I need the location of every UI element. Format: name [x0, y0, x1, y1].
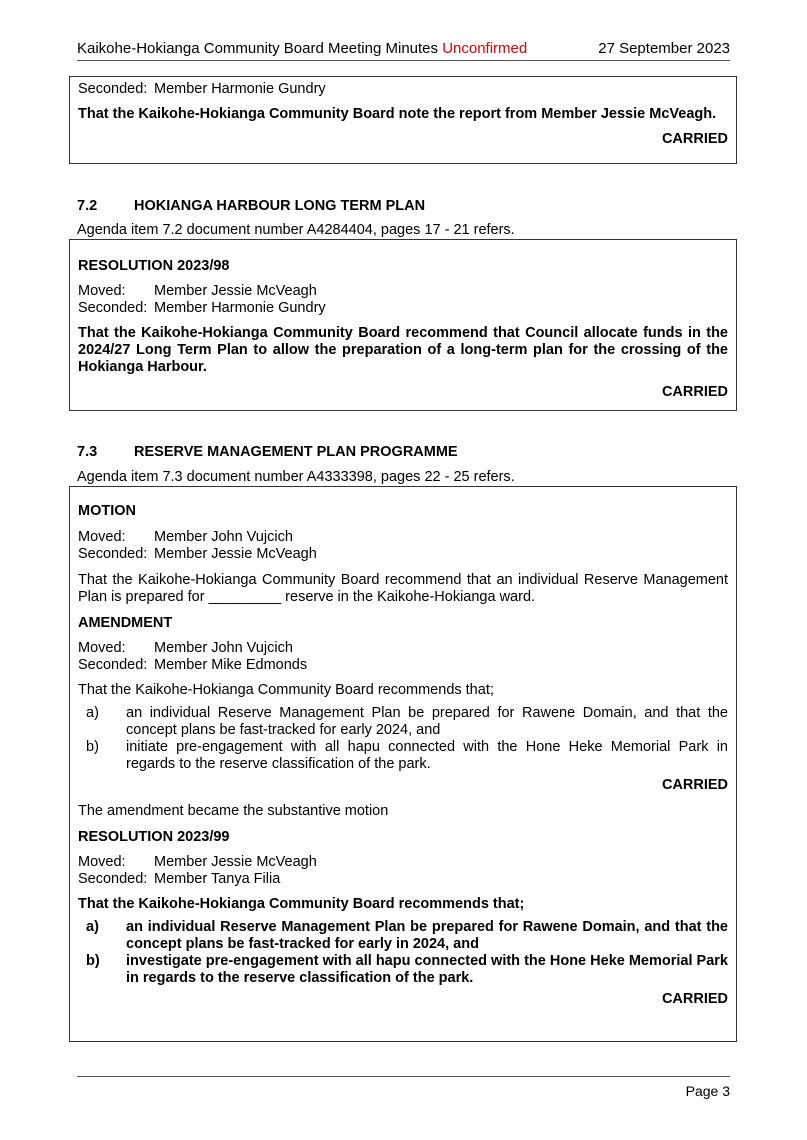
seconded-label: Seconded: [78, 871, 148, 887]
seconded-value: Member Harmonie Gundry [154, 300, 326, 316]
seconded-value: Member Harmonie Gundry [154, 81, 326, 97]
carried-label: CARRIED [661, 777, 728, 793]
substantive-note: The amendment became the substantive motion [78, 803, 389, 819]
page-header [77, 40, 730, 61]
page-footer [77, 1076, 730, 1099]
resolution-intro: That the Kaikohe-Hokianga Community Board recommends that; [78, 896, 525, 912]
list-text: an individual Reserve Management Plan be prepared for Rawene Domain, and that the concept plans be fast-tracked for early 2024, and [126, 705, 728, 738]
seconded-label: Seconded: [78, 300, 148, 316]
header-status: Unconfirmed [442, 40, 528, 57]
resolution-list-item [78, 953, 728, 987]
moved-value: Member Jessie McVeagh [154, 854, 317, 870]
moved-label: Moved: [78, 640, 126, 656]
seconded-label: Seconded: [78, 657, 148, 673]
list-marker: b) [86, 739, 99, 755]
resolution-heading: RESOLUTION 2023/98 [78, 258, 230, 274]
resolution-text: That the Kaikohe-Hokianga Community Board recommend that Council allocate funds in the 2024/27 Long Term Plan to allow the preparation of a long-term plan for the crossing of the Hokianga Harbour. [78, 325, 728, 375]
resolution-box-continued [69, 76, 737, 164]
moved-label: Moved: [78, 854, 126, 870]
resolution-text: That the Kaikohe-Hokianga Community Board note the report from Member Jessie McVeagh. [78, 106, 717, 122]
header-title-main: Kaikohe-Hokianga Community Board Meeting Minutes [77, 40, 439, 57]
seconded-value: Member Tanya Filia [154, 871, 281, 887]
list-text: investigate pre-engagement with all hapu connected with the Hone Heke Memorial Park in regards to the reserve classification of the park. [126, 953, 728, 986]
section-number: 7.3 [77, 444, 98, 460]
page-number: Page 3 [685, 1083, 730, 1099]
resolution-box-7-2 [69, 239, 737, 411]
resolution-box-7-3 [69, 486, 737, 1042]
motion-text: That the Kaikohe-Hokianga Community Board recommend that an individual Reserve Management Plan is prepared for _________ reserve in the Kaikohe-Hokianga ward. [78, 572, 728, 605]
motion-heading: MOTION [78, 503, 136, 519]
seconded-value: Member Jessie McVeagh [154, 546, 317, 562]
agenda-line-7-2: Agenda item 7.2 document number A4284404, pages 17 - 21 refers. [77, 222, 515, 238]
resolution-seconded-row [78, 871, 728, 888]
moved-row [78, 283, 728, 300]
resolution-heading: RESOLUTION 2023/99 [78, 829, 230, 845]
motion-moved-row [78, 529, 728, 546]
moved-label: Moved: [78, 283, 126, 299]
carried-label: CARRIED [661, 384, 728, 400]
list-text: initiate pre-engagement with all hapu connected with the Hone Heke Memorial Park in regards to the reserve classification of the park. [126, 739, 728, 772]
seconded-row [78, 300, 728, 317]
resolution-list-item [78, 919, 728, 953]
resolution-moved-row [78, 854, 728, 871]
carried-label: CARRIED [661, 991, 728, 1007]
list-marker: a) [86, 705, 99, 721]
amendment-list-item [78, 739, 728, 773]
amendment-seconded-row [78, 657, 728, 674]
section-title: HOKIANGA HARBOUR LONG TERM PLAN [134, 198, 426, 214]
amendment-intro: That the Kaikohe-Hokianga Community Board recommends that; [78, 682, 494, 698]
list-text: an individual Reserve Management Plan be prepared for Rawene Domain, and that the concept plans be fast-tracked for early in 2024, and [126, 919, 728, 952]
agenda-line-7-3: Agenda item 7.3 document number A4333398, pages 22 - 25 refers. [77, 469, 515, 485]
motion-seconded-row [78, 546, 728, 563]
moved-value: Member John Vujcich [154, 640, 293, 656]
section-heading-7-3 [77, 444, 458, 461]
section-number: 7.2 [77, 198, 98, 214]
amendment-heading: AMENDMENT [78, 615, 173, 631]
seconded-value: Member Mike Edmonds [154, 657, 308, 673]
section-heading-7-2 [77, 198, 425, 215]
amendment-moved-row [78, 640, 728, 657]
carried-label: CARRIED [661, 131, 728, 147]
list-marker: b) [86, 953, 100, 969]
section-title: RESERVE MANAGEMENT PLAN PROGRAMME [134, 444, 458, 460]
seconded-row [78, 81, 728, 98]
header-title [77, 40, 527, 58]
moved-value: Member John Vujcich [154, 529, 293, 545]
list-marker: a) [86, 919, 99, 935]
header-date: 27 September 2023 [598, 40, 730, 57]
moved-label: Moved: [78, 529, 126, 545]
moved-value: Member Jessie McVeagh [154, 283, 317, 299]
seconded-label: Seconded: [78, 546, 148, 562]
seconded-label: Seconded: [78, 81, 148, 97]
amendment-list-item [78, 705, 728, 739]
